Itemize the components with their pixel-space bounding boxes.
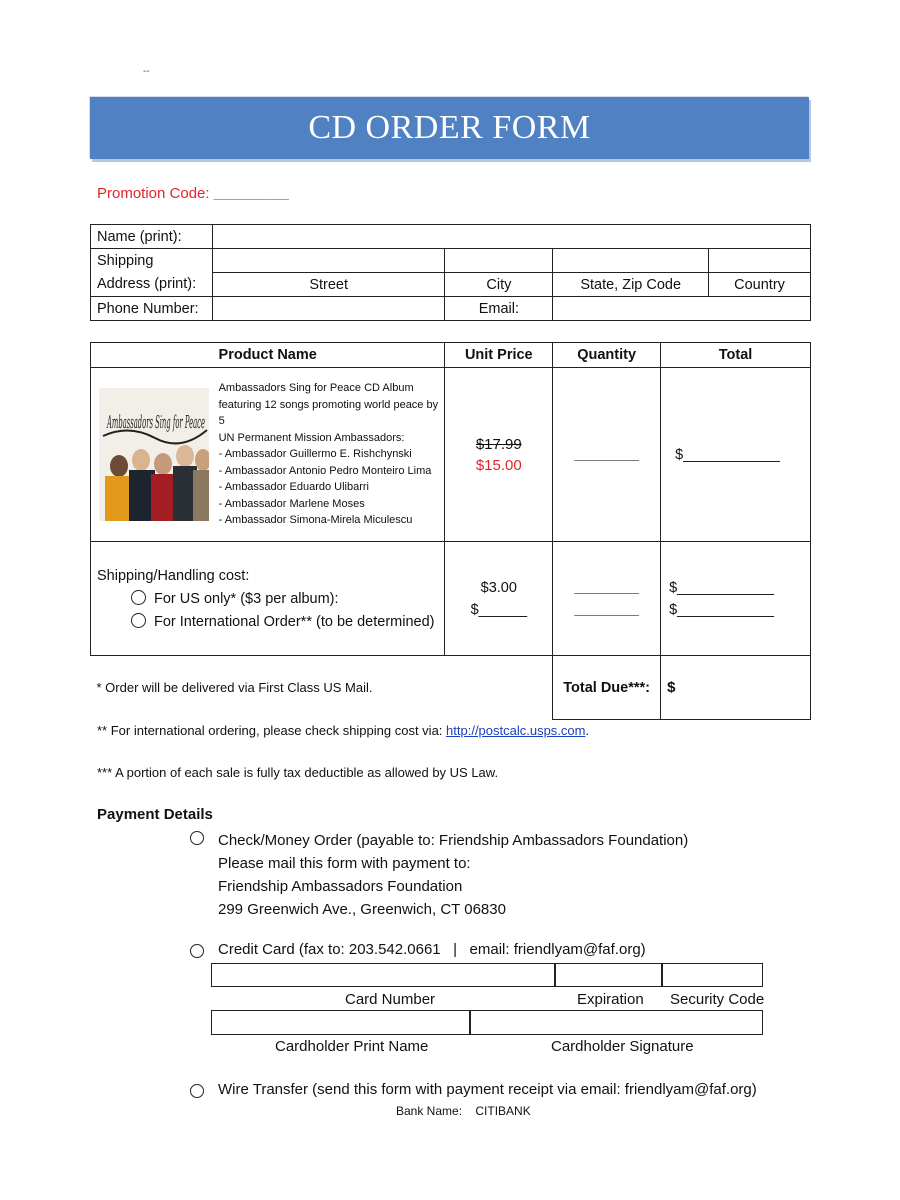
international-note-suffix: . (585, 723, 590, 738)
international-note (97, 723, 589, 738)
shipping-qty-cell[interactable] (553, 542, 661, 656)
check-line: Please mail this form with payment to: (218, 855, 471, 872)
old-price: $17.99 (475, 435, 522, 453)
product-desc-line: - Ambassador Antonio Pedro Monteiro Lima (218, 464, 432, 477)
shipping-price-cell (445, 542, 553, 656)
shipping-us-label: For US only* ($3 per album): (154, 590, 339, 607)
total-due-label: Total Due***: (553, 656, 661, 720)
form-title: CD ORDER FORM (308, 109, 591, 146)
bank-name-label: Bank Name: (396, 1104, 463, 1118)
album-cover-art (99, 388, 209, 521)
customer-info-table (90, 224, 811, 321)
bank-name-value: CITIBANK (475, 1104, 531, 1118)
album-cover-image (99, 388, 209, 521)
address-label: Address (print): (91, 273, 213, 297)
shipping-intl-label: For International Order** (to be determined) (154, 613, 435, 630)
cardholder-name-caption: Cardholder Print Name (275, 1038, 429, 1055)
check-line: Friendship Ambassadors Foundation (218, 878, 463, 895)
card-number-field[interactable] (211, 963, 553, 985)
unit-price-cell (445, 368, 553, 542)
product-desc-line: featuring 12 songs promoting world peace by 5 (218, 398, 439, 428)
shipping-label: Shipping (91, 249, 213, 273)
postcalc-link[interactable]: http://postcalc.usps.com (446, 723, 586, 738)
header-total: Total (661, 343, 811, 368)
expiration-caption: Expiration (577, 991, 644, 1008)
new-price: $15.00 (475, 456, 522, 474)
check-payment-block (218, 829, 688, 921)
shipping-us-total-blank[interactable]: $____________ (669, 579, 774, 596)
shipping-total-cell[interactable] (661, 542, 811, 656)
cardholder-signature-caption: Cardholder Signature (551, 1038, 694, 1055)
header-product-name: Product Name (91, 343, 445, 368)
promotion-code (97, 185, 289, 202)
phone-field[interactable] (212, 297, 445, 321)
city-caption: City (445, 273, 553, 297)
country-caption: Country (709, 273, 811, 297)
product-cell (91, 368, 445, 542)
quantity-cell[interactable] (553, 368, 661, 542)
album-script-text: Ambassadors Sing for Peace (106, 412, 205, 433)
name-label: Name (print): (91, 225, 213, 249)
street-field[interactable] (212, 249, 445, 273)
product-desc-line: - Ambassador Simona-Mirela Miculescu (218, 514, 413, 527)
shipping-intl-price[interactable]: $______ (470, 601, 528, 618)
shipping-us-qty-blank[interactable]: ________ (574, 579, 639, 596)
shipping-intl-total-blank[interactable]: $____________ (669, 601, 774, 618)
promotion-code-label: Promotion Code: (97, 185, 210, 202)
expiration-field[interactable] (555, 963, 660, 985)
international-note-text: ** For international ordering, please check shipping cost via: (97, 723, 447, 738)
state-zip-caption: State, Zip Code (553, 273, 709, 297)
quantity-blank[interactable]: ________ (574, 446, 639, 463)
country-field[interactable] (709, 249, 811, 273)
delivery-note: * Order will be delivered via First Class US Mail. (91, 656, 553, 720)
shipping-options-cell (91, 542, 445, 656)
product-desc-line: - Ambassador Marlene Moses (218, 497, 365, 510)
radio-wire-transfer[interactable] (190, 1084, 204, 1098)
product-desc-line: UN Permanent Mission Ambassadors: (218, 431, 405, 444)
shipping-us-price: $3.00 (480, 579, 517, 596)
phone-label: Phone Number: (91, 297, 213, 321)
bank-name (396, 1104, 531, 1118)
radio-us-shipping[interactable] (131, 590, 146, 605)
total-due-value[interactable]: $ (661, 656, 811, 720)
product-desc-line: - Ambassador Eduardo Ulibarri (218, 481, 369, 494)
form-title-banner (90, 97, 809, 159)
total-blank[interactable]: $____________ (675, 446, 780, 463)
product-desc-line: Ambassadors Sing for Peace CD Album (218, 382, 414, 395)
check-line: 299 Greenwich Ave., Greenwich, CT 06830 (218, 901, 506, 918)
state-zip-field[interactable] (553, 249, 709, 273)
wire-transfer-label: Wire Transfer (send this form with payment receipt via email: friendlyam@faf.org) (218, 1081, 757, 1098)
security-code-field[interactable] (662, 963, 762, 985)
total-cell[interactable] (661, 368, 811, 542)
radio-check-money-order[interactable] (190, 831, 204, 845)
stray-mark: -- (143, 66, 150, 77)
shipping-intl-qty-blank[interactable]: ________ (574, 601, 639, 618)
tax-note: *** A portion of each sale is fully tax deductible as allowed by US Law. (97, 765, 499, 780)
order-table (90, 342, 811, 720)
radio-credit-card[interactable] (190, 944, 204, 958)
security-code-caption: Security Code (670, 991, 765, 1008)
cardholder-signature-field[interactable] (470, 1010, 762, 1033)
header-quantity: Quantity (553, 343, 661, 368)
street-caption: Street (212, 273, 445, 297)
shipping-handling-label: Shipping/Handling cost: (97, 567, 250, 584)
product-desc-line: - Ambassador Guillermo E. Rishchynski (218, 448, 412, 461)
header-unit-price: Unit Price (445, 343, 553, 368)
city-field[interactable] (445, 249, 553, 273)
email-field[interactable] (553, 297, 811, 321)
email-label: Email: (445, 297, 553, 321)
promotion-code-blank[interactable]: _________ (213, 185, 289, 202)
check-line: Check/Money Order (payable to: Friendship Ambassadors Foundation) (218, 832, 689, 849)
credit-card-label: Credit Card (fax to: 203.542.0661 | email: friendlyam@faf.org) (218, 941, 646, 958)
card-number-caption: Card Number (345, 991, 436, 1008)
radio-international-shipping[interactable] (131, 613, 146, 628)
payment-details-heading: Payment Details (97, 806, 213, 823)
cardholder-name-field[interactable] (211, 1010, 468, 1033)
name-field[interactable] (212, 225, 810, 249)
